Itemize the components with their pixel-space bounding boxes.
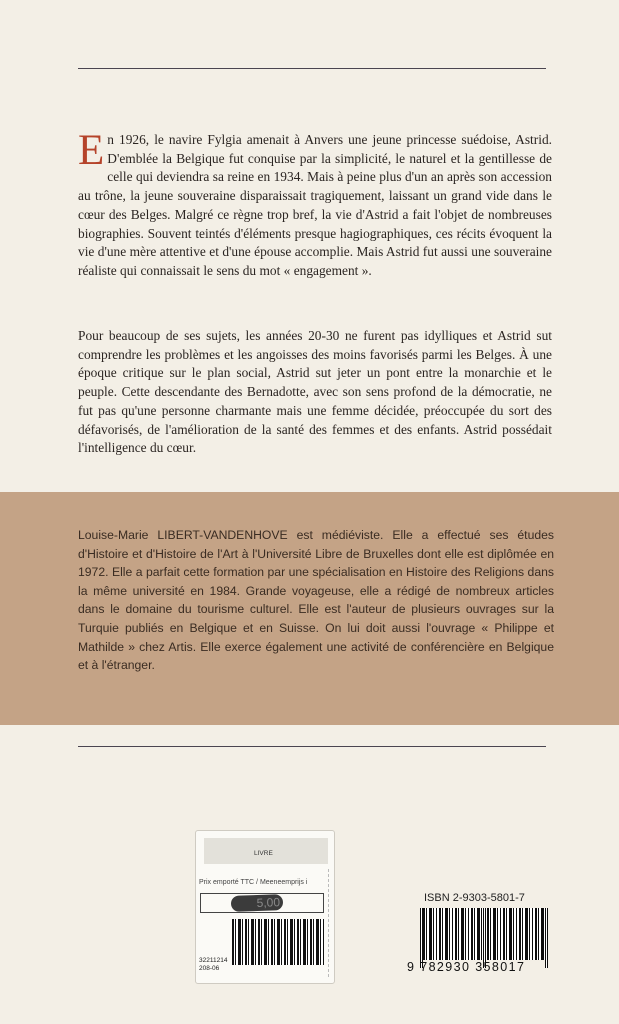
bottom-rule [78, 746, 546, 747]
ean-guard-middle [483, 908, 486, 968]
sticker-code [199, 957, 227, 973]
top-rule [78, 68, 546, 69]
price-sticker [195, 830, 335, 984]
author-bio-text: Louise-Marie LIBERT-VANDENHOVE est médiéviste. Elle a effectué ses études d'Histoire et d'Histoire de l'Art à l'Université Libre de Bruxelles dont elle est diplômée en 1972. Elle a parfait cette formation par une spécialisation en Histoire des Religions dans la même université en 1984. Grande voyageuse, elle a rédigé de nombreux articles dans le domaine du tourisme culturel. Elle est l'auteur de plusieurs ouvrages sur la Turquie publiés en Belgique et en Suisse. On lui doit aussi l'ouvrage « Philippe et Mathilde » chez Artis. Elle exerce également une activité de conférencière en Belgique et à l'étranger. [78, 528, 554, 673]
sticker-barcode [232, 919, 324, 965]
sticker-perforation [328, 869, 332, 977]
sticker-price-label: Prix emporté TTC / Meeneemprijs i [199, 879, 308, 886]
sticker-price-box [200, 893, 324, 913]
sticker-code-line-2: 208-06 [199, 965, 220, 972]
sticker-code-line-1: 32211214 [199, 957, 228, 964]
intro-paragraph-1-text: n 1926, le navire Fylgia amenait à Anvers une jeune princesse suédoise, Astrid. D'emblée la Belgique fut conquise par la simplicité, le naturel et la gentillesse de celle qui deviendra sa reine en 1934. Mais à peine plus d'un an après son accession au trône, la jeune souveraine disparaissait tragiquement, laissant un grand vide dans le cœur des Belges. Malgré ce règne trop bref, la vie d'Astrid a fait l'objet de nombreuses biographies. Souvent teintés d'éléments presque hagiographiques, ces récits évoquent la vie d'une mère attentive et d'une épouse accomplie. Mais Astrid fut aussi une souveraine réaliste qui connaissait le sens du mot « engagement ». [78, 132, 552, 278]
sticker-price-value: 5,00 [231, 894, 284, 912]
author-bio-band [0, 492, 619, 725]
ean-guard-left [420, 908, 423, 968]
ean-guard-right [545, 908, 548, 968]
ean-digits: 9 782930 358017 [407, 960, 526, 974]
intro-paragraph-2: Pour beaucoup de ses sujets, les années 20-30 ne furent pas idylliques et Astrid sut comprendre les problèmes et les angoisses des moins favorisés parmi les Belges. À une époque critique sur le plan social, Astrid sut jeter un pont entre la monarchie et le peuple. Cette descendante des Bernadotte, avec son sens profond de la démocratie, ne fut pas qu'une personne charmante mais une femme décidée, préoccupée du sort des défavorisés, de l'amélioration de la santé des femmes et des enfants. Astrid possédait l'intelligence du cœur. [78, 328, 552, 456]
isbn-label: ISBN 2-9303-5801-7 [424, 892, 525, 904]
drop-cap: E [78, 127, 105, 174]
intro-paragraph-1 [78, 127, 552, 281]
sticker-category: LIVRE [254, 850, 273, 857]
